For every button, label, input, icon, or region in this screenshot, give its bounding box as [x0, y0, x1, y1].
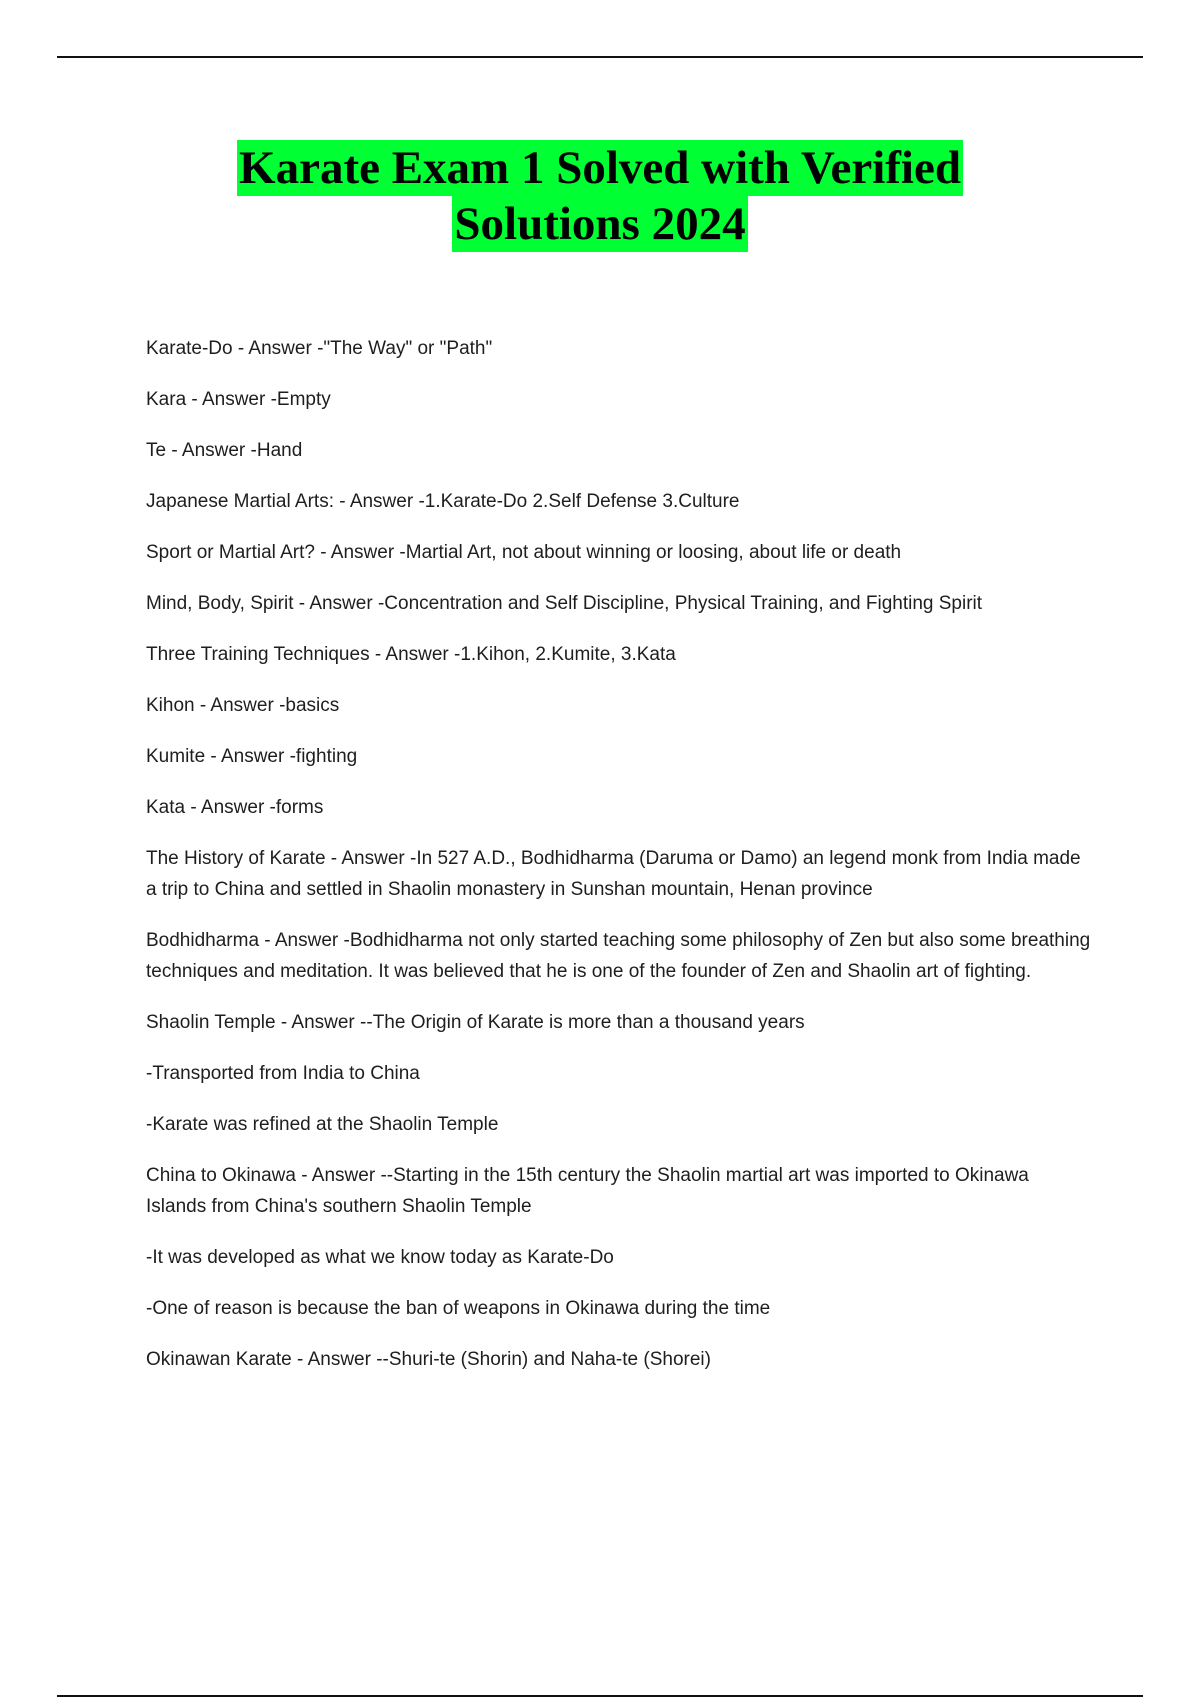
- qa-item-te: Te - Answer -Hand: [146, 440, 303, 461]
- qa-item-karate-do: Karate-Do - Answer -"The Way" or "Path": [146, 338, 493, 359]
- qa-item-mind-body-spirit: Mind, Body, Spirit - Answer -Concentration and Self Discipline, Physical Training, and Fighting Spirit: [146, 593, 983, 614]
- qa-item-three-training-techniques: Three Training Techniques - Answer -1.Kihon, 2.Kumite, 3.Kata: [146, 644, 676, 665]
- qa-item-developed: -It was developed as what we know today as Karate-Do: [146, 1247, 614, 1268]
- qa-item-bodhidharma: Bodhidharma - Answer -Bodhidharma not only started teaching some philosophy of Zen but also some breathing techniques and meditation. It was believed that he is one of the founder of Zen and Shaolin art of fighting.: [146, 930, 1091, 982]
- qa-item-refined: -Karate was refined at the Shaolin Temple: [146, 1114, 499, 1135]
- qa-item-kihon: Kihon - Answer -basics: [146, 695, 340, 716]
- qa-item-kata: Kata - Answer -forms: [146, 797, 324, 818]
- qa-item-kara: Kara - Answer -Empty: [146, 389, 331, 410]
- qa-item-china-to-okinawa: China to Okinawa - Answer --Starting in the 15th century the Shaolin martial art was imported to Okinawa Islands from China's southern Shaolin Temple: [146, 1165, 1029, 1217]
- qa-item-sport-or-martial-art: Sport or Martial Art? - Answer -Martial Art, not about winning or loosing, about life or death: [146, 542, 902, 563]
- qa-item-ban-of-weapons: -One of reason is because the ban of weapons in Okinawa during the time: [146, 1298, 771, 1319]
- qa-item-shaolin-temple: Shaolin Temple - Answer --The Origin of Karate is more than a thousand years: [146, 1012, 805, 1033]
- top-rule: [57, 56, 1143, 58]
- title-line-2: Solutions 2024: [454, 198, 746, 250]
- title-line-1: Karate Exam 1 Solved with Verified: [239, 142, 961, 194]
- qa-item-japanese-martial-arts: Japanese Martial Arts: - Answer -1.Karate-Do 2.Self Defense 3.Culture: [146, 491, 740, 512]
- qa-item-okinawan-karate: Okinawan Karate - Answer --Shuri-te (Shorin) and Naha-te (Shorei): [146, 1349, 711, 1370]
- qa-item-history-of-karate: The History of Karate - Answer -In 527 A.D., Bodhidharma (Daruma or Damo) an legend monk from India made a trip to China and settled in Shaolin monastery in Sunshan mountain, Henan province: [146, 848, 1081, 900]
- document-title: [0, 140, 1200, 252]
- bottom-rule: [57, 1695, 1143, 1697]
- qa-list: [146, 333, 1091, 1395]
- qa-item-kumite: Kumite - Answer -fighting: [146, 746, 358, 767]
- qa-item-transported: -Transported from India to China: [146, 1063, 420, 1084]
